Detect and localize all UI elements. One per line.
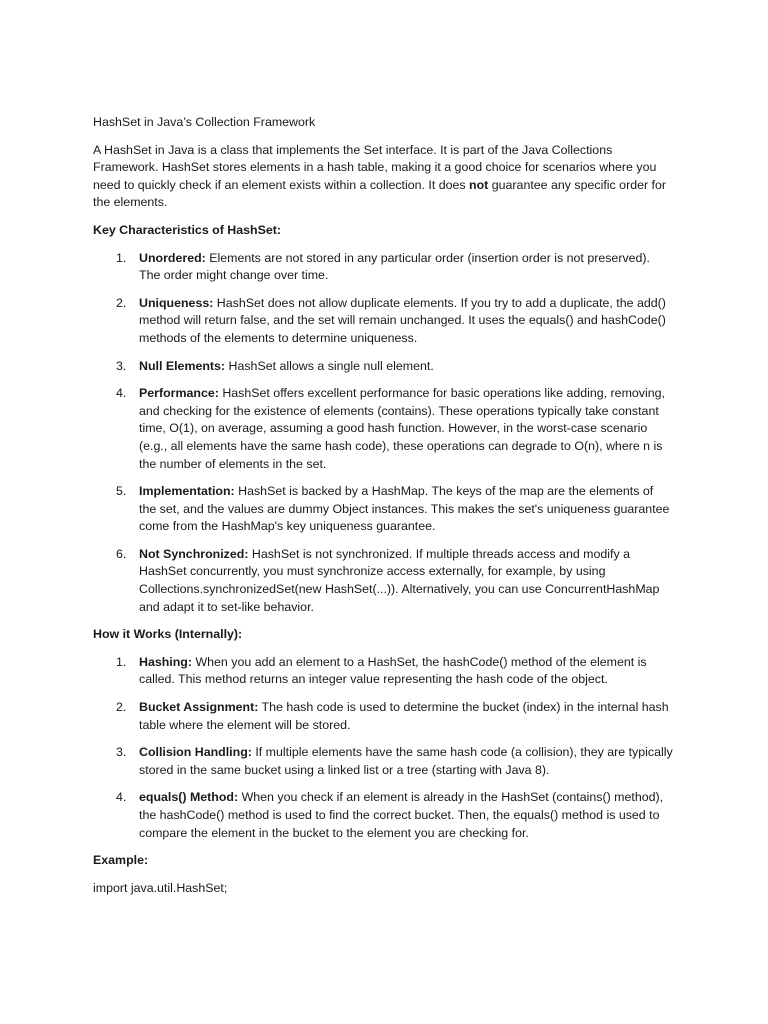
list-item [93, 789, 673, 842]
how-it-works-list [93, 654, 673, 842]
list-term: Performance: [139, 386, 219, 401]
list-text: HashSet does not allow duplicate elements. If you try to add a duplicate, the add() method will return false, and the set will remain unchanged. It uses the equals() and hashCode() methods of the elements to determine uniqueness. [139, 295, 666, 345]
list-item [93, 250, 673, 285]
list-number: 4. [116, 790, 127, 805]
intro-bold-not: not [469, 177, 489, 192]
intro-text-1: A HashSet in Java is a class that implements the Set interface. It is part of the Java Collections Framework. HashSet stores elements in a hash table, making it a good choice for scenarios where you need to quickly check if an element exists within a collection. It does [93, 142, 657, 192]
list-term: Uniqueness: [139, 295, 214, 310]
list-number: 3. [116, 745, 127, 760]
how-it-works-heading: How it Works (Internally): [93, 627, 243, 642]
list-term: Implementation: [139, 484, 235, 499]
list-term: equals() Method: [139, 790, 239, 805]
list-text: HashSet offers excellent performance for basic operations like adding, removing, and checking for the existence of elements (contains). These operations typically take constant time, O(1), on average, assuming a good hash function. However, in the worst-case scenario (e.g., all elements have the same hash code), these operations can degrade to O(n), where n is the number of elements in the set. [139, 386, 665, 471]
document-page [93, 114, 673, 897]
list-number: 2. [116, 295, 127, 310]
list-number: 2. [116, 700, 127, 715]
key-characteristics-heading: Key Characteristics of HashSet: [93, 222, 281, 237]
list-term: Not Synchronized: [139, 546, 249, 561]
list-text: Elements are not stored in any particular order (insertion order is not preserved). The order might change over time. [139, 250, 650, 283]
list-term: Hashing: [139, 654, 193, 669]
list-text: HashSet allows a single null element. [225, 358, 434, 373]
list-text: The hash code is used to determine the bucket (index) in the internal hash table where the element will be stored. [139, 700, 669, 732]
list-term: Unordered: [139, 250, 206, 265]
list-number: 1. [116, 250, 127, 265]
intro-text-2: guarantee any specific order for the elements. [93, 177, 667, 210]
key-characteristics-list [93, 250, 673, 617]
list-text: If multiple elements have the same hash code (a collision), they are typically stored in the same bucket using a linked list or a tree (starting with Java 8). [139, 745, 673, 777]
list-number: 4. [116, 386, 127, 401]
example-heading: Example: [93, 853, 149, 868]
list-item [93, 385, 673, 473]
intro-paragraph [93, 142, 673, 212]
list-item [93, 654, 673, 689]
list-text: When you check if an element is already in the HashSet (contains() method), the hashCode() method is used to find the correct bucket. Then, the equals() method is used to compare the element in the bucket to the element you are checking for. [139, 790, 664, 840]
list-item [93, 699, 673, 734]
document-title: HashSet in Java’s Collection Framework [93, 115, 316, 129]
list-term: Null Elements: [139, 358, 226, 373]
list-item [93, 295, 673, 348]
list-term: Bucket Assignment: [139, 700, 259, 715]
list-text: HashSet is backed by a HashMap. The keys of the map are the elements of the set, and the values are dummy Object instances. This makes the set's uniqueness guarantee come from the HashMap's key uniqueness guarantee. [139, 484, 670, 534]
list-item [93, 358, 673, 376]
list-item [93, 483, 673, 536]
list-item [93, 546, 673, 616]
list-text: HashSet is not synchronized. If multiple threads access and modify a HashSet concurrently, you must synchronize access externally, for example, by using Collections.synchronizedSet(new HashSet(...)). Alternatively, you can use ConcurrentHashMap and adapt it to set-like behavior. [139, 546, 660, 614]
list-item [93, 744, 673, 779]
list-number: 1. [116, 654, 127, 669]
list-term: Collision Handling: [139, 745, 252, 760]
list-number: 3. [116, 358, 127, 373]
list-number: 5. [116, 484, 127, 499]
code-line: import java.util.HashSet; [93, 880, 228, 895]
list-text: When you add an element to a HashSet, the hashCode() method of the element is called. This method returns an integer value representing the hash code of the object. [139, 654, 647, 687]
list-number: 6. [116, 546, 127, 561]
